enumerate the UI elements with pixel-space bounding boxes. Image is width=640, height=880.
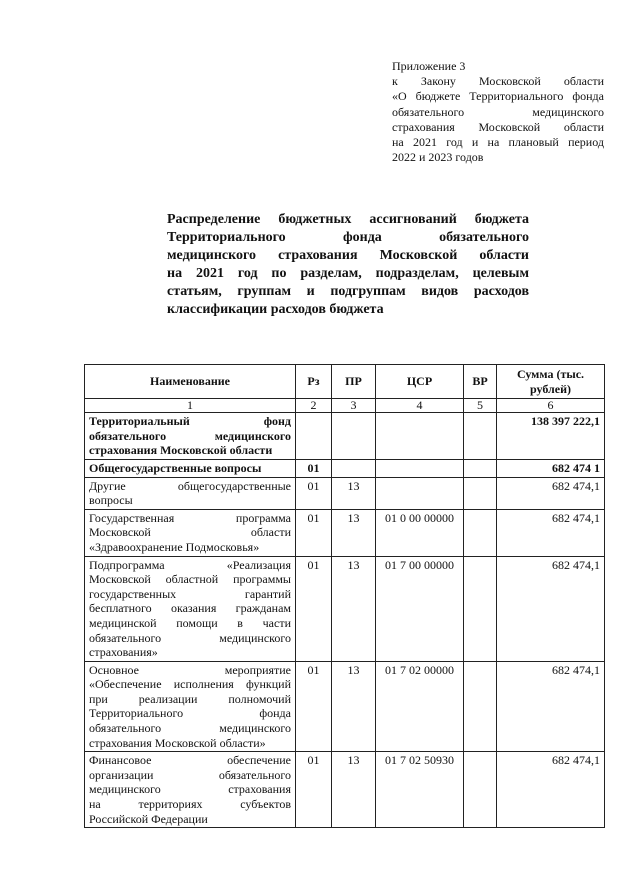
cell-csr: 01 7 00 00000 — [376, 556, 464, 661]
cell-name-line: Московской областной программы — [89, 572, 291, 587]
cell-name-line: организации обязательного — [89, 767, 291, 782]
header-sum: Сумма (тыс. рублей) — [497, 365, 605, 399]
cell-name-line: Общегосударственные вопросы — [89, 460, 262, 475]
cell-vr — [464, 413, 497, 460]
header-pr: ПР — [332, 365, 376, 399]
cell-name-line: медицинского страхования — [89, 782, 291, 797]
cell-name-line: обязательного медицинского — [89, 428, 291, 443]
cell-name-line: Основное мероприятие — [89, 662, 291, 677]
header-csr: ЦСР — [376, 365, 464, 399]
column-number: 5 — [464, 399, 497, 413]
header-rz: Рз — [296, 365, 332, 399]
cell-pr: 13 — [332, 556, 376, 661]
title-line: классификации расходов бюджета — [167, 302, 384, 317]
title-line: Территориального фонда обязательного — [167, 230, 529, 245]
cell-rz: 01 — [296, 459, 332, 477]
cell-name-line: государственных гарантий — [89, 586, 291, 601]
cell-name-line: Московской области — [89, 525, 291, 540]
title-line: Распределение бюджетных ассигнований бюджета — [167, 212, 529, 227]
cell-name-line: страхования Московской области» — [89, 735, 266, 750]
table-row — [85, 509, 605, 556]
cell-rz — [296, 413, 332, 460]
cell-name-line: на территориях субъектов — [89, 797, 291, 812]
appendix-line: обязательного медицинского — [392, 104, 604, 119]
cell-sum: 682 474,1 — [497, 752, 605, 828]
table-body — [85, 413, 605, 828]
cell-csr — [376, 459, 464, 477]
cell-name-line: медицинской помощи в части — [89, 615, 291, 630]
title-line: медицинского страхования Московской области — [167, 248, 529, 263]
table-header-row — [85, 365, 605, 399]
cell-sum: 682 474 1 — [497, 459, 605, 477]
cell-name-line: Территориальный фонд — [89, 414, 291, 429]
appendix-line: «О бюджете Территориального фонда — [392, 89, 604, 104]
cell-name-line: обязательного медицинского — [89, 721, 291, 736]
cell-name-line: «Обеспечение исполнения функций — [89, 677, 291, 692]
cell-name — [85, 661, 296, 752]
cell-name-line: Подпрограмма «Реализация — [89, 557, 291, 572]
cell-vr — [464, 556, 497, 661]
cell-sum: 682 474,1 — [497, 556, 605, 661]
column-number: 4 — [376, 399, 464, 413]
table-row — [85, 459, 605, 477]
cell-pr — [332, 413, 376, 460]
cell-vr — [464, 477, 497, 509]
appendix-line: Приложение 3 — [392, 59, 466, 73]
appendix-line: 2022 и 2023 годов — [392, 150, 484, 165]
cell-pr — [332, 459, 376, 477]
cell-name — [85, 477, 296, 509]
cell-name-line: обязательного медицинского — [89, 630, 291, 645]
title-line: статьям, группам и подгруппам видов расходов — [167, 284, 529, 299]
table-row — [85, 556, 605, 661]
cell-name-line: страхования» — [89, 645, 158, 660]
column-number: 3 — [332, 399, 376, 413]
cell-sum: 138 397 222,1 — [497, 413, 605, 460]
cell-pr: 13 — [332, 661, 376, 752]
header-vr: ВР — [464, 365, 497, 399]
cell-name — [85, 752, 296, 828]
budget-table — [84, 364, 605, 828]
table-row — [85, 477, 605, 509]
cell-name — [85, 509, 296, 556]
cell-csr: 01 0 00 00000 — [376, 509, 464, 556]
cell-vr — [464, 509, 497, 556]
cell-name-line: при реализации полномочий — [89, 691, 291, 706]
cell-csr: 01 7 02 50930 — [376, 752, 464, 828]
cell-rz: 01 — [296, 752, 332, 828]
title-line: на 2021 год по разделам, подразделам, целевым — [167, 266, 529, 281]
column-number: 6 — [497, 399, 605, 413]
cell-sum: 682 474,1 — [497, 477, 605, 509]
cell-name-line: Государственная программа — [89, 510, 291, 525]
cell-name-line: Территориального фонда — [89, 706, 291, 721]
cell-sum: 682 474,1 — [497, 661, 605, 752]
header-name: Наименование — [85, 365, 296, 399]
appendix-line: на 2021 год и на плановый период — [392, 135, 604, 150]
cell-vr — [464, 752, 497, 828]
cell-name-line: вопросы — [89, 493, 133, 508]
cell-name-line: Другие общегосударственные — [89, 478, 291, 493]
table-row — [85, 752, 605, 828]
cell-name-line: Российской Федерации — [89, 811, 208, 826]
table-row — [85, 661, 605, 752]
cell-name-line: Финансовое обеспечение — [89, 753, 291, 768]
cell-pr: 13 — [332, 752, 376, 828]
cell-name — [85, 459, 296, 477]
cell-sum: 682 474,1 — [497, 509, 605, 556]
cell-vr — [464, 459, 497, 477]
cell-name-line: бесплатного оказания гражданам — [89, 601, 291, 616]
appendix-line: страхования Московской области — [392, 119, 604, 134]
table-row — [85, 413, 605, 460]
cell-name-line: «Здравоохранение Подмосковья» — [89, 539, 260, 554]
column-number-row — [85, 399, 605, 413]
cell-pr: 13 — [332, 477, 376, 509]
cell-rz: 01 — [296, 556, 332, 661]
cell-vr — [464, 661, 497, 752]
cell-name-line: страхования Московской области — [89, 443, 273, 458]
cell-rz: 01 — [296, 661, 332, 752]
cell-name — [85, 413, 296, 460]
cell-csr — [376, 477, 464, 509]
cell-pr: 13 — [332, 509, 376, 556]
cell-rz: 01 — [296, 509, 332, 556]
appendix-line: к Закону Московской области — [392, 74, 604, 89]
cell-csr: 01 7 02 00000 — [376, 661, 464, 752]
column-number: 2 — [296, 399, 332, 413]
cell-rz: 01 — [296, 477, 332, 509]
appendix-note — [392, 59, 604, 165]
cell-csr — [376, 413, 464, 460]
cell-name — [85, 556, 296, 661]
document-title — [167, 211, 529, 319]
column-number: 1 — [85, 399, 296, 413]
